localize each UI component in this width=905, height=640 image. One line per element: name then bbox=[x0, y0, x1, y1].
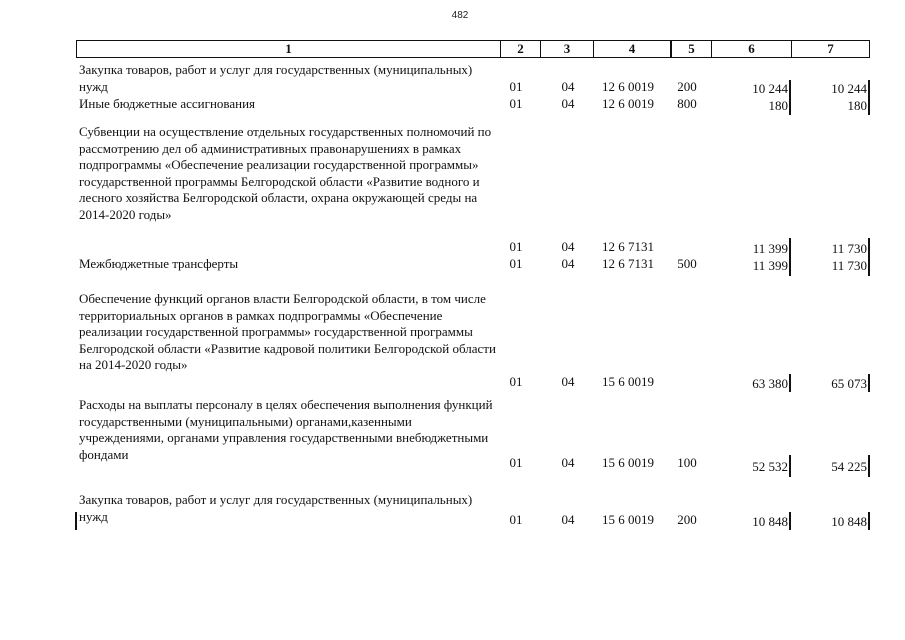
cell-amount-1: 52 532 bbox=[752, 459, 788, 474]
cell-expense-type: 800 bbox=[677, 96, 697, 111]
cell-amount-2: 11 730 bbox=[831, 258, 867, 273]
cell-subsection: 04 bbox=[561, 256, 575, 271]
row-description: Закупка товаров, работ и услуг для государственных (муниципальных) нужд bbox=[79, 62, 473, 94]
cell-subsection: 04 bbox=[561, 374, 575, 389]
table-row bbox=[76, 397, 870, 479]
cell-section: 01 bbox=[509, 79, 523, 94]
cell-subsection: 04 bbox=[561, 512, 575, 527]
row-description: Межбюджетные трансферты bbox=[79, 256, 239, 271]
cell-expense-type: 200 bbox=[677, 512, 697, 527]
header-col-4: 4 bbox=[594, 41, 672, 57]
cell-section: 01 bbox=[509, 374, 523, 389]
cell-target-article: 12 6 0019 bbox=[602, 79, 654, 94]
header-col-6: 6 bbox=[712, 41, 792, 57]
table-row bbox=[76, 291, 870, 393]
header-col-7: 7 bbox=[827, 41, 834, 56]
cell-target-article: 12 6 7131 bbox=[602, 256, 654, 271]
row-description: Закупка товаров, работ и услуг для государственных (муниципальных) нужд bbox=[79, 492, 473, 524]
header-col-5: 5 bbox=[672, 41, 712, 57]
row-description: Субвенции на осуществление отдельных государственных полномочий по рассмотрению дел об административных правонарушениях в рамках подпрограммы «Обеспечение реализации государственной программы» государственной программы Белгородской области «Развитие водного и лесного хозяйства Белгородской области, охрана окружающей среды на 2014-2020 годы» bbox=[79, 124, 492, 222]
cell-target-article: 15 6 0019 bbox=[602, 374, 654, 389]
cell-subsection: 04 bbox=[561, 79, 575, 94]
cell-expense-type: 200 bbox=[677, 79, 697, 94]
table-row bbox=[76, 256, 870, 280]
cell-expense-type: 500 bbox=[677, 256, 697, 271]
table-row bbox=[76, 96, 870, 116]
row-description: Иные бюджетные ассигнования bbox=[79, 96, 256, 111]
page-number: 482 bbox=[451, 10, 469, 21]
cell-expense-type bbox=[672, 374, 702, 390]
table-row bbox=[76, 124, 870, 256]
cell-target-article: 12 6 7131 bbox=[602, 239, 654, 254]
cell-section: 01 bbox=[509, 96, 523, 111]
cell-amount-2: 10 244 bbox=[831, 81, 867, 96]
cell-subsection: 04 bbox=[561, 96, 575, 111]
cell-amount-2: 65 073 bbox=[831, 376, 867, 391]
table-header bbox=[76, 40, 870, 58]
table-row bbox=[76, 492, 870, 534]
cell-target-article: 15 6 0019 bbox=[602, 512, 654, 527]
cell-section: 01 bbox=[509, 239, 523, 254]
cell-amount-2: 11 730 bbox=[831, 241, 867, 256]
cell-section: 01 bbox=[509, 512, 523, 527]
cell-amount-1: 10 848 bbox=[752, 514, 788, 529]
cell-amount-1: 10 244 bbox=[752, 81, 788, 96]
cell-subsection: 04 bbox=[561, 239, 575, 254]
header-col-3: 3 bbox=[541, 41, 594, 57]
cell-section: 01 bbox=[509, 256, 523, 271]
cell-amount-1: 11 399 bbox=[752, 258, 788, 273]
row-description: Обеспечение функций органов власти Белгородской области, в том числе территориальных органов в рамках подпрограммы «Обеспечение реализации государственной программы» государственной программы Белгородской области «Развитие кадровой политики Белгородской области на 2014-2020 годы» bbox=[79, 291, 496, 372]
cell-subsection: 04 bbox=[561, 455, 575, 470]
cell-section: 01 bbox=[509, 455, 523, 470]
cell-amount-1: 11 399 bbox=[752, 241, 788, 256]
cell-amount-2: 10 848 bbox=[831, 514, 867, 529]
cell-expense-type: 100 bbox=[677, 455, 697, 470]
header-col-1: 1 bbox=[77, 41, 501, 57]
cell-expense-type bbox=[672, 239, 702, 255]
cell-amount-2: 180 bbox=[847, 98, 867, 113]
cell-amount-1: 180 bbox=[768, 98, 788, 113]
cell-amount-2: 54 225 bbox=[831, 459, 867, 474]
table-row bbox=[76, 62, 870, 96]
cell-target-article: 12 6 0019 bbox=[602, 96, 654, 111]
cell-target-article: 15 6 0019 bbox=[602, 455, 654, 470]
row-description: Расходы на выплаты персоналу в целях обеспечения выполнения функций государственными (муниципальными) органами,казенными учреждениями, органами управления государственными внебюджетными фондами bbox=[79, 397, 493, 462]
header-col-2: 2 bbox=[501, 41, 541, 57]
cell-amount-1: 63 380 bbox=[752, 376, 788, 391]
